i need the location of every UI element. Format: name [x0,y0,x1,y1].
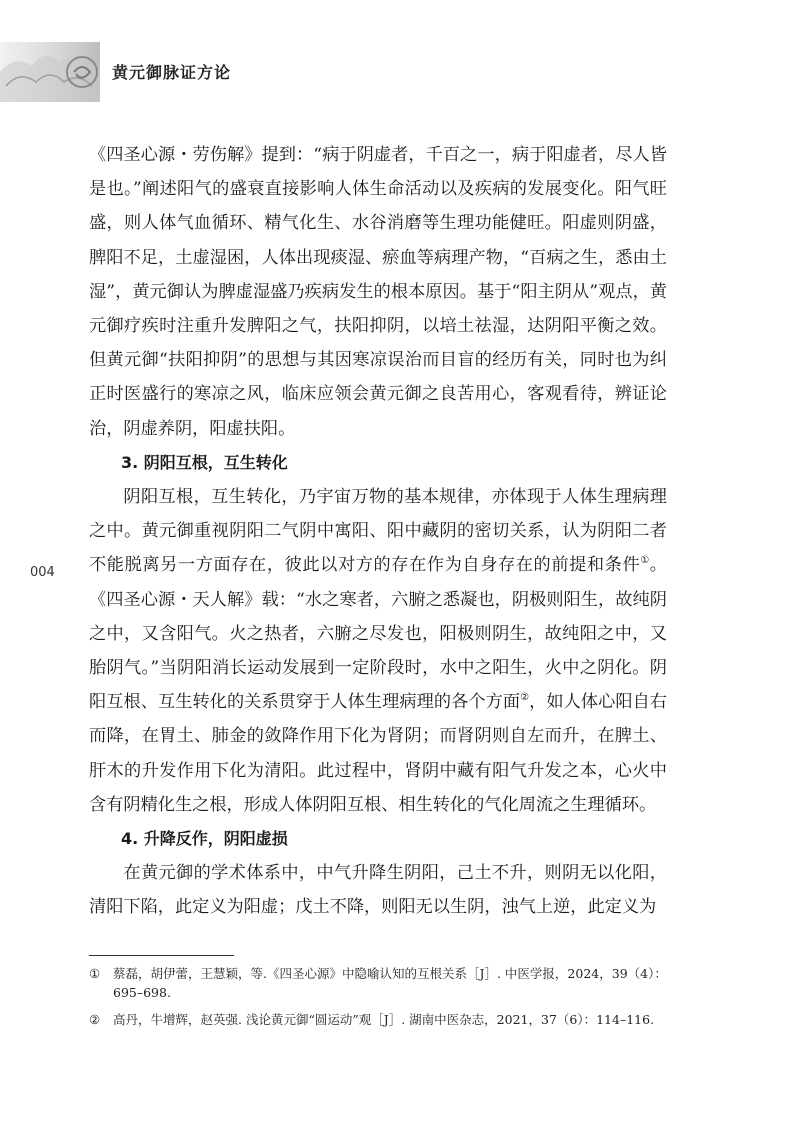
header-decoration [0,42,100,102]
paragraph-text: ，如人体心阳自右而降，在胃土、肺金的敛降作用下化为肾阴；而肾阴则自左而升，在脾土、肝木的升发作用下化为清阳。此过程中，肾阴中藏有阳气升发之本，心火中含有阴精化生之根，形成人体阴阳互根、相生转化的气化周流之生理循环。 [89,692,667,815]
footnote-ref[interactable]: ② [520,692,530,704]
cloud-ornament-icon [0,42,100,102]
paragraph-text: 阴阳互根，互生转化，乃宇宙万物的基本规律，亦体现于人体生理病理之中。黄元御重视阴阳二气阴中寓阳、阳中藏阴的密切关系，认为阴阳二者不能脱离另一方面存在，彼此以对方的存在作为自身存在的前提和条件 [89,487,667,576]
paragraph: 《四圣心源・劳伤解》提到：“病于阴虚者，千百之一，病于阳虚者，尽人皆是也。”阐述阳气的盛衰直接影响人体生命活动以及疾病的发展变化。阳气旺盛，则人体气血循环、精气化生、水谷消磨等生理功能健旺。阳虚则阴盛，脾阳不足，土虚湿困，人体出现痰湿、瘀血等病理产物，“百病之生，悉由土湿”，黄元御认为脾虚湿盛乃疾病发生的根本原因。基于“阳主阴从”观点，黄元御疗疾时注重升发脾阳之气，扶阳抑阴，以培土祛湿，达阴阳平衡之效。但黄元御“扶阳抑阴”的思想与其因寒凉误治而目盲的经历有关，同时也为纠正时医盛行的寒凉之风，临床应领会黄元御之良苦用心，客观看待，辨证论治，阴虚养阴，阳虚扶阳。 [89,145,667,439]
footnote-divider [89,955,234,956]
page-number: 004 [30,565,55,580]
footnotes [89,964,667,1037]
footnote-text: 蔡磊，胡伊蕾，王慧颖，等.《四圣心源》中隐喻认知的互根关系［J］. 中医学报，2024，39（4）：695–698. [113,966,667,1000]
footnote-number: ② [89,1012,101,1027]
section-heading: 3. 阴阳互根，互生转化 [121,452,288,472]
footnote [89,964,667,1002]
main-text [89,138,667,925]
footnote-number: ① [89,966,101,981]
paragraph-text: 。《四圣心源・天人解》载：“水之寒者，六腑之悉凝也，阴极则阳生，故纯阴之中，又含阳气。火之热者，六腑之尽发也，阳极则阴生，故纯阳之中，又胎阴气。”当阴阳消长运动发展到一定阶段时，水中之阳生，火中之阴化。阴阳互根、互生转化的关系贯穿于人体生理病理的各个方面 [89,555,667,713]
footnote-text: 高丹，牛增辉，赵英强. 浅论黄元御“圆运动”观［J］. 湖南中医杂志，2021，37（6）：114–116. [113,1012,655,1027]
paragraph [89,480,667,822]
footnote [89,1010,667,1029]
paragraph: 在黄元御的学术体系中，中气升降生阴阳，己土不升，则阴无以化阳，清阳下陷，此定义为阳虚；戊土不降，则阳无以生阴，浊气上逆，此定义为 [89,863,667,918]
running-header-title: 黄元御脉证方论 [112,63,232,82]
section-heading: 4. 升降反作，阴阳虚损 [121,829,288,849]
footnote-ref[interactable]: ① [640,555,650,567]
